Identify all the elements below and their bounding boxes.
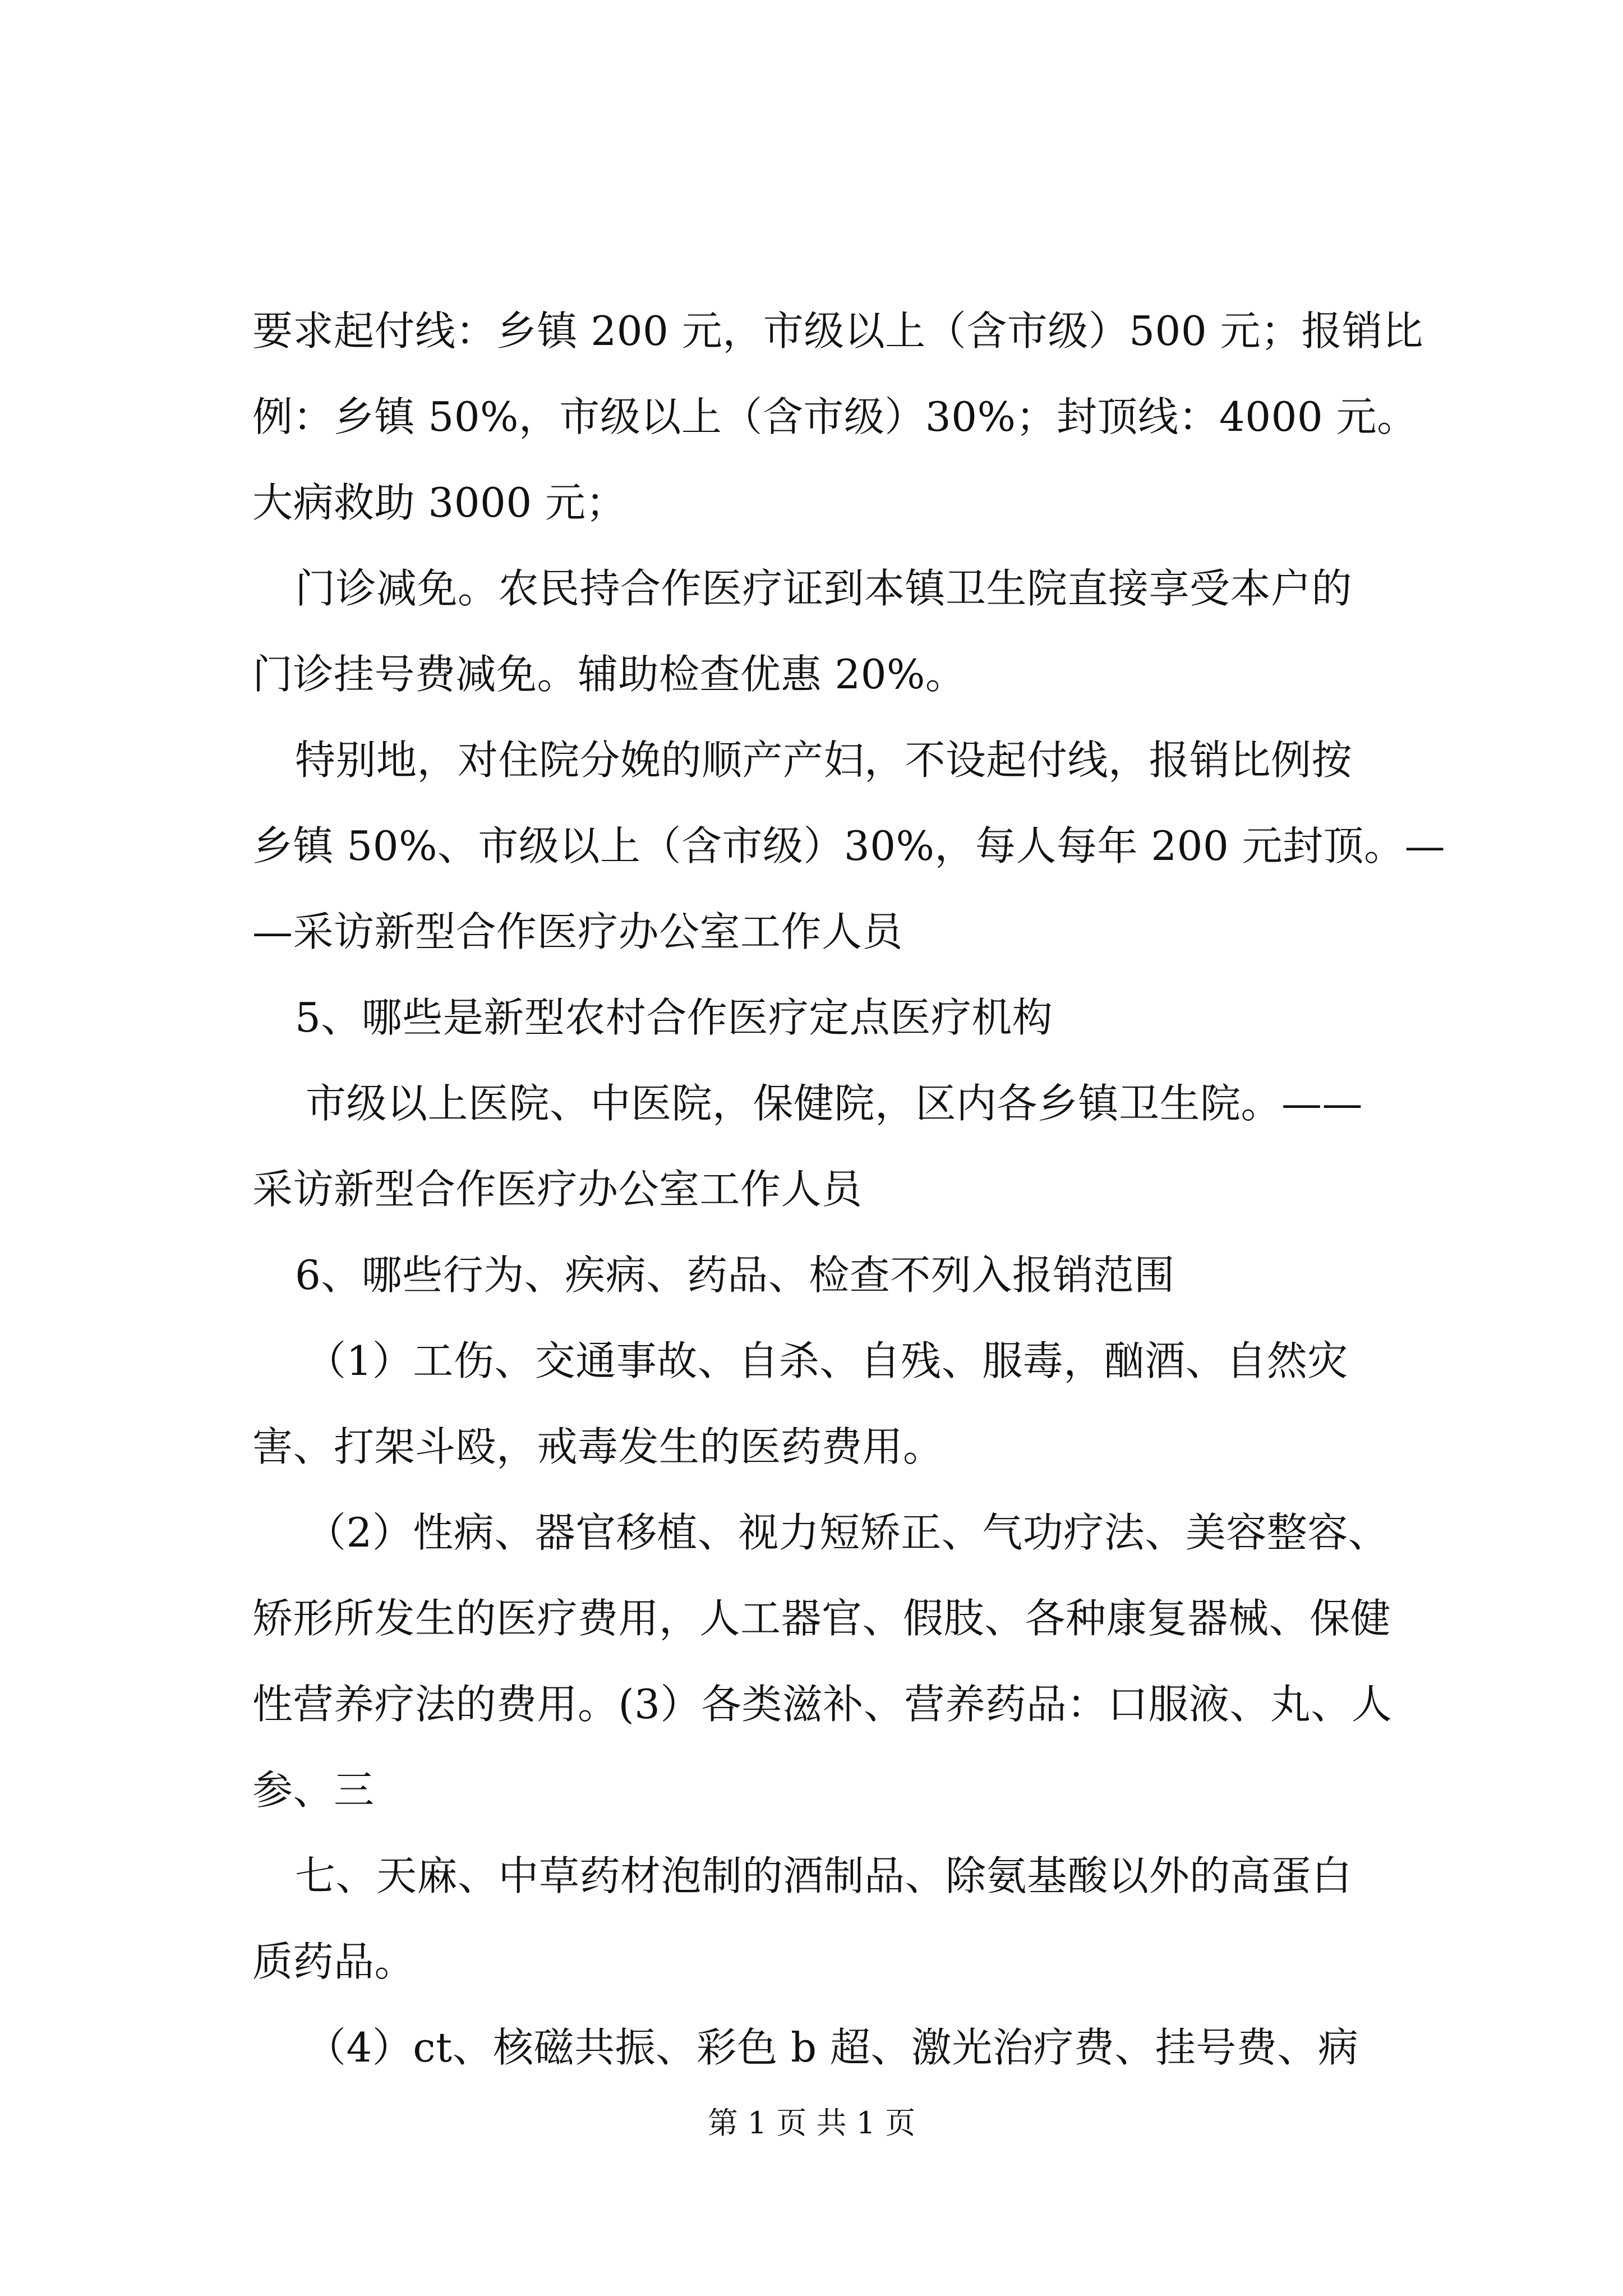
text-line: 参、三: [252, 1766, 375, 1814]
text-line: —采访新型合作医疗办公室工作人员: [252, 908, 903, 955]
section-heading: 6、哪些行为、疾病、药品、检查不列入报销范围: [295, 1251, 1175, 1299]
text-line: 质药品。: [252, 1938, 416, 1985]
paragraph-first-line: 市级以上医院、中医院，保健院，区内各乡镇卫生院。——: [306, 1080, 1363, 1127]
text-line: 大病救助 3000 元；: [252, 479, 627, 526]
paragraph-first-line: 门诊减免。农民持合作医疗证到本镇卫生院直接享受本户的: [295, 565, 1353, 612]
list-item-line: （2）性病、器官移植、视力短矫正、气功疗法、美容整容、: [306, 1509, 1389, 1556]
page-footer: 第 1 页 共 1 页: [707, 2105, 916, 2141]
paragraph-first-line: 七、天麻、中草药材泡制的酒制品、除氨基酸以外的高蛋白: [295, 1852, 1353, 1899]
text-line: 采访新型合作医疗办公室工作人员: [252, 1166, 863, 1213]
text-line: 性营养疗法的费用。(3）各类滋补、营养药品：口服液、丸、人: [252, 1681, 1393, 1728]
text-line: 门诊挂号费减免。辅助检查优惠 20%。: [252, 651, 966, 698]
list-item-line: （4）ct、核磁共振、彩色 b 超、激光治疗费、挂号费、病: [306, 2024, 1359, 2071]
text-line: 例：乡镇 50%，市级以上（含市级）30%；封顶线：4000 元。: [252, 393, 1418, 440]
text-line: 害、打架斗殴，戒毒发生的医药费用。: [252, 1423, 944, 1470]
section-heading: 5、哪些是新型农村合作医疗定点医疗机构: [295, 994, 1053, 1041]
list-item-line: （1）工伤、交通事故、自杀、自残、服毒，酗酒、自然灾: [306, 1337, 1348, 1384]
paragraph-first-line: 特别地，对住院分娩的顺产产妇，不设起付线，报销比例按: [295, 737, 1353, 784]
text-line: 乡镇 50%、市级以上（含市级）30%，每人每年 200 元封顶。—: [252, 822, 1446, 869]
text-line: 要求起付线：乡镇 200 元，市级以上（含市级）500 元；报销比: [252, 307, 1424, 355]
text-line: 矫形所发生的医疗费用，人工器官、假肢、各种康复器械、保健: [252, 1595, 1391, 1642]
